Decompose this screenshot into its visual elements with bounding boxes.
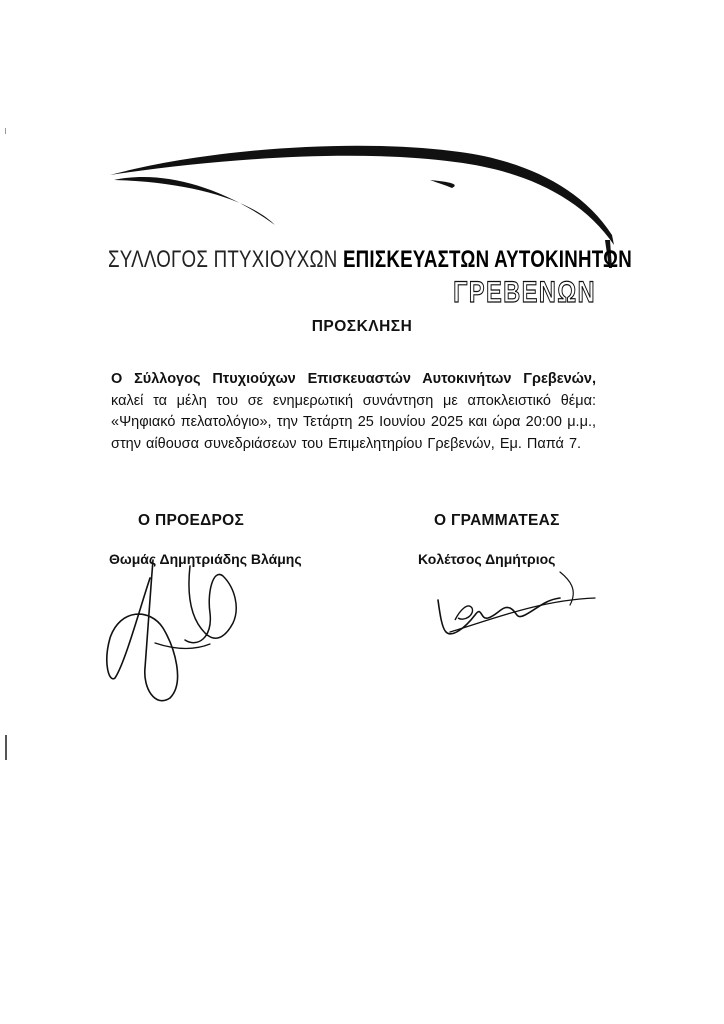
org-name-light: ΣΥΛΛΟΓΟΣ ΠΤΥΧΙΟΥΧΩΝ — [108, 246, 338, 273]
scan-margin-mark — [5, 128, 6, 134]
secretary-role: Ο ΓΡΑΜΜΑΤΕΑΣ — [434, 512, 560, 529]
body-text: καλεί τα μέλη του σε ενημερωτική συνάντηση με αποκλειστικό θέμα: «Ψηφιακό πελατολόγιο», την Τετάρτη 25 Ιουνίου 2025 και ώρα 20:00 μ.μ., στην αίθουσα συνεδριάσεων του Επιμελητηρίου Γρεβενών, Εμ. Παπά 7. — [111, 392, 596, 452]
president-name: Θωμάς Δημητριάδης Βλάμης — [109, 551, 302, 567]
president-role: Ο ΠΡΟΕΔΡΟΣ — [138, 512, 245, 529]
organization-name — [108, 246, 633, 274]
document-body — [111, 369, 596, 455]
document-title: ΠΡΟΣΚΛΗΣΗ — [311, 318, 413, 335]
president-signature — [95, 548, 275, 723]
secretary-signature — [420, 560, 600, 645]
scan-margin-mark — [5, 735, 7, 760]
organization-city: ΓΡΕΒΕΝΩΝ — [453, 276, 596, 309]
body-organization: Ο Σύλλογος Πτυχιούχων Επισκευαστών Αυτοκινήτων Γρεβενών, — [111, 371, 596, 387]
secretary-name: Κολέτσος Δημήτριος — [418, 551, 556, 567]
org-name-bold: ΕΠΙΣΚΕΥΑΣΤΩΝ ΑΥΤΟΚΙΝΗΤΩΝ — [342, 246, 633, 273]
